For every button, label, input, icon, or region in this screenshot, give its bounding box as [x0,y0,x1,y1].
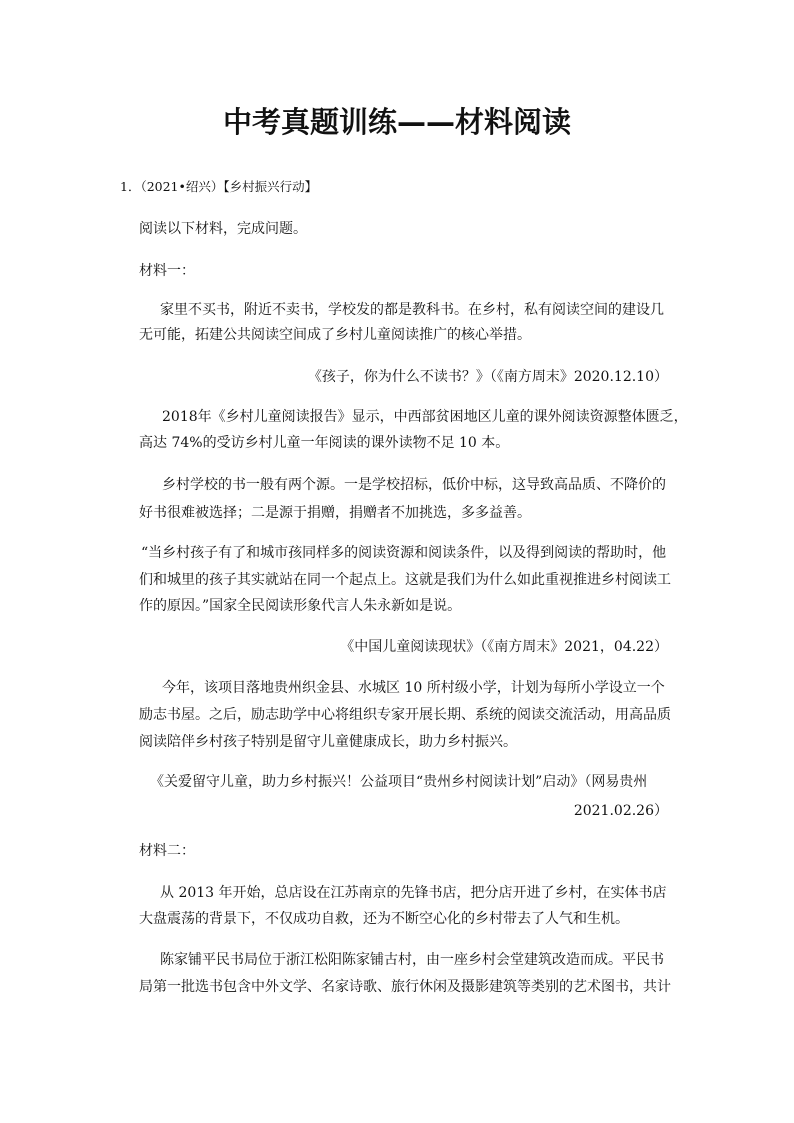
material1-para3-line1: 乡村学校的书一般有两个源。一是学校招标，低价中标，这导致高品质、不降价的 [162,477,666,493]
material1-para5-line1: 今年，该项目落地贵州织金县、水城区 10 所村级小学，计划为每所小学设立一个 [162,680,665,696]
instruction: 阅读以下材料，完成问题。 [139,221,307,237]
material2-para2-line2: 局第一批选书包含中外文学、名家诗歌、旅行休闲及摄影建筑等类别的艺术图书，共计 [139,979,671,995]
material2-para1-line1: 从 2013 年开始，总店设在江苏南京的先锋书店，把分店开进了乡村，在实体书店 [160,885,667,901]
page-title: 中考真题训练——材料阅读 [222,105,571,139]
material1-para3-line2: 好书很难被选择；二是源于捐赠，捐赠者不加挑选，多多益善。 [139,505,531,521]
material1-source3-line2: 2021.02.26） [573,803,668,819]
question-header [120,178,317,196]
material1-para5-line3: 阅读陪伴乡村孩子特别是留守儿童健康成长，助力乡村振兴。 [139,734,517,750]
material1-para5-line2: 励志书屋。之后，励志助学中心将组织专家开展长期、系统的阅读交流活动，用高品质 [139,707,671,723]
material1-source3-line1: 《关爱留守儿童，助力乡村振兴！公益项目“贵州乡村阅读计划”启动》（网易贵州 [150,774,648,790]
material1-source2: 《中国儿童阅读现状》（《南方周末》2021，04.22） [340,639,668,655]
question-tag: 【乡村振兴行动】 [223,179,318,194]
material1-label: 材料一： [139,263,195,279]
material1-para4-line2: 们和城里的孩子其实就站在同一个起点上。这就是我们为什么如此重视推进乡村阅读工 [139,572,671,588]
material1-para1-line1: 家里不买书，附近不卖书，学校发的都是教科书。在乡村，私有阅读空间的建设几 [160,302,664,318]
material1-para1-line2: 无可能，拓建公共阅读空间成了乡村儿童阅读推广的核心举措。 [139,327,531,343]
material1-source1: 《孩子，你为什么不读书？》（《南方周末》2020.12.10） [307,369,668,385]
material1-para2-line2: 高达 74%的受访乡村儿童一年阅读的课外读物不足 10 本。 [139,435,510,451]
material1-para4-line3: 作的原因。”国家全民阅读形象代言人朱永新如是说。 [139,598,462,614]
question-number: 1． [120,179,141,194]
material1-para4-line1: “当乡村孩子有了和城市孩同样多的阅读资源和阅读条件，以及得到阅读的帮助时，他 [141,545,667,561]
material2-label: 材料二： [139,843,195,859]
question-source: （2021•绍兴） [140,179,224,194]
material2-para1-line2: 大盘震荡的背景下，不仅成功自救，还为不断空心化的乡村带去了人气和生机。 [139,911,629,927]
material1-para2-line1: 2018年《乡村儿童阅读报告》显示，中西部贫困地区儿童的课外阅读资源整体匮乏， [162,409,688,425]
material2-para2-line1: 陈家铺平民书局位于浙江松阳陈家铺古村，由一座乡村会堂建筑改造而成。平民书 [160,952,664,968]
